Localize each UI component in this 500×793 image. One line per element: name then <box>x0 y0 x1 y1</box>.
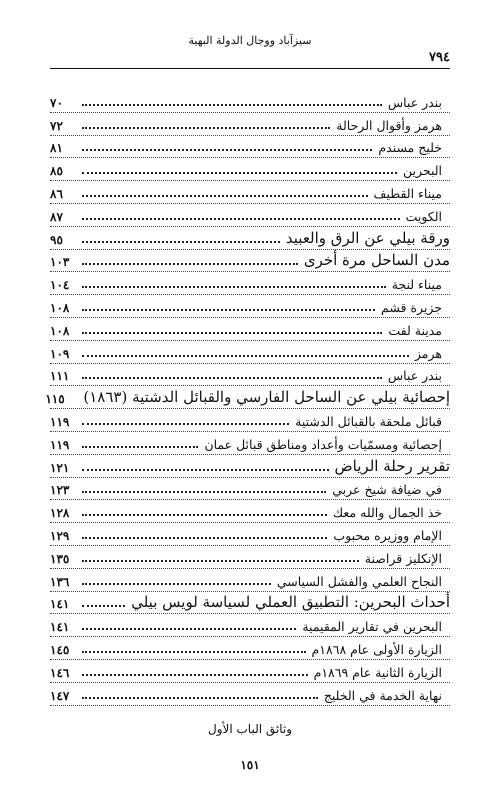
dot-leader <box>82 218 400 220</box>
toc-entry-page: ١٠٤ <box>50 278 70 293</box>
table-of-contents <box>45 90 450 706</box>
dot-leader <box>82 149 372 151</box>
dot-leader <box>82 127 330 129</box>
toc-entry <box>50 250 450 273</box>
toc-entry-page: ٨٧ <box>50 209 63 224</box>
dot-leader <box>82 263 298 265</box>
footer-section-title: وثائق الباب الأول <box>207 722 293 736</box>
toc-entry-page: ١١٥ <box>45 392 65 407</box>
toc-entry <box>50 523 450 546</box>
toc-entry-page: ١١٩ <box>50 437 70 452</box>
toc-entry <box>50 204 450 227</box>
toc-entry-page: ٨٦ <box>50 186 63 201</box>
dot-leader <box>82 446 198 448</box>
toc-entry <box>50 500 450 523</box>
toc-entry <box>50 318 450 341</box>
toc-entry-page: ١٠٨ <box>50 300 70 315</box>
toc-entry-title: نهاية الخدمة في الخليج <box>323 687 442 703</box>
toc-entry-title: مدن الساحل مرة أخرى <box>303 251 450 270</box>
toc-entry-page: ١٣٦ <box>50 574 70 589</box>
toc-entry-title: إحصائية بيلي عن الساحل الفارسي والقبائل الدشتية (١٨٦٣) <box>83 388 450 407</box>
toc-entry <box>50 592 450 615</box>
toc-entry-title: بندر عباس <box>387 368 442 384</box>
dot-leader <box>82 605 125 607</box>
toc-entry-title: النجاح العلمي والفشل السياسي <box>276 573 442 589</box>
dot-leader <box>82 469 329 471</box>
toc-entry <box>50 683 450 706</box>
toc-entry <box>50 181 450 204</box>
dot-leader <box>82 355 409 357</box>
toc-entry-title: الإمام ووزيره محبوب <box>333 527 442 543</box>
toc-entry-title: البحرين في تقارير المقيمية <box>302 619 442 635</box>
running-header-title: سيزآباد ووجال الدولة البهية <box>188 34 312 47</box>
toc-entry <box>50 637 450 660</box>
toc-entry-page: ١٠٣ <box>50 255 70 270</box>
dot-leader <box>82 583 271 585</box>
toc-entry-page: ١٤١ <box>50 620 70 635</box>
toc-entry-title: خذ الجمال والله معك <box>332 505 442 521</box>
toc-entry <box>50 341 450 364</box>
page-number-top: ٧٩٤ <box>429 50 450 65</box>
dot-leader <box>82 104 382 106</box>
toc-entry-title: الزيارة الأولى عام ١٨٦٨م <box>311 641 442 657</box>
toc-entry-page: ١٢٩ <box>50 528 70 543</box>
toc-entry <box>50 295 450 318</box>
toc-entry-page: ١٤٥ <box>50 642 70 657</box>
toc-entry-title: خليج مسندم <box>378 140 442 156</box>
toc-entry <box>50 569 450 592</box>
toc-entry-page: ١٢٣ <box>50 483 70 498</box>
dot-leader <box>82 286 386 288</box>
toc-entry-title: ورقة بيلي عن الرق والعبيد <box>285 228 450 247</box>
dot-leader <box>82 674 308 676</box>
toc-entry-page: ٩٥ <box>50 232 63 247</box>
toc-entry-title: مدينة لفت <box>388 322 442 338</box>
dot-leader <box>82 560 359 562</box>
toc-entry-page: ١٤١ <box>50 597 70 612</box>
toc-entry <box>50 136 450 159</box>
page-number-bottom: ١٥١ <box>240 758 260 772</box>
toc-entry-page: ١٠٨ <box>50 323 70 338</box>
dot-leader <box>82 697 318 699</box>
toc-entry-page: ١١١ <box>50 369 70 384</box>
toc-entry-page: ١٢٨ <box>50 506 70 521</box>
dot-leader <box>82 332 382 334</box>
toc-entry-page: ١٤٧ <box>50 688 70 703</box>
toc-entry-title: البحرين <box>402 163 442 179</box>
toc-entry-title: هرمز <box>414 345 442 361</box>
toc-entry <box>50 614 450 637</box>
toc-entry <box>50 272 450 295</box>
dot-leader <box>82 309 375 311</box>
toc-entry <box>50 113 450 136</box>
dot-leader <box>82 172 397 174</box>
toc-entry-page: ١٣٥ <box>50 551 70 566</box>
toc-entry <box>50 90 450 113</box>
toc-entry-title: ميناء لنجة <box>391 277 442 293</box>
toc-entry <box>50 546 450 569</box>
toc-entry-title: الكويت <box>405 208 442 224</box>
dot-leader <box>82 628 296 630</box>
toc-entry-title: الإنكليز قراصنة <box>364 550 442 566</box>
toc-entry-title: بندر عباس <box>387 94 442 110</box>
toc-entry-title: قبائل ملحقة بالقبائل الدشتية <box>295 413 442 429</box>
toc-entry-page: ٨٥ <box>50 164 63 179</box>
toc-entry-page: ١٤٦ <box>50 665 70 680</box>
toc-entry-page: ١٢١ <box>50 460 70 475</box>
toc-entry <box>50 455 450 478</box>
toc-entry <box>50 409 450 432</box>
toc-entry-title: إحصائية ومسمّيات وأعداد ومناطق قبائل عمان <box>204 436 442 452</box>
dot-leader <box>82 377 382 379</box>
dot-leader <box>82 241 280 243</box>
toc-entry-title: ميناء القطيف <box>373 185 442 201</box>
toc-entry <box>50 158 450 181</box>
dot-leader <box>82 651 306 653</box>
toc-entry <box>50 660 450 683</box>
dot-leader <box>82 195 368 197</box>
toc-entry-title: الزيارة الثانية عام ١٨٦٩م <box>313 664 442 680</box>
toc-entry-title: تقرير رحلة الرياض <box>334 456 450 475</box>
toc-entry-title: أحداث البحرين: التطبيق العملي لسياسة لويس بيلي <box>131 593 450 612</box>
dot-leader <box>82 514 327 516</box>
toc-entry-page: ٨١ <box>50 141 63 156</box>
toc-entry-title: جزيرة قشم <box>381 299 442 315</box>
toc-entry <box>50 432 450 455</box>
dot-leader <box>82 537 327 539</box>
toc-entry-page: ٧٢ <box>50 118 63 133</box>
toc-entry-page: ٧٠ <box>50 95 63 110</box>
toc-entry <box>50 227 450 250</box>
toc-entry-page: ١٠٩ <box>50 346 70 361</box>
toc-entry-title: هرمز وأقوال الرحالة <box>336 117 442 133</box>
toc-entry <box>50 364 450 387</box>
toc-entry <box>45 386 450 409</box>
toc-entry <box>50 478 450 501</box>
toc-entry-page: ١١٩ <box>50 414 70 429</box>
dot-leader <box>82 491 326 493</box>
dot-leader <box>82 423 289 425</box>
header-divider <box>50 68 450 69</box>
toc-entry-title: في ضيافة شيخ عربي <box>332 482 442 498</box>
